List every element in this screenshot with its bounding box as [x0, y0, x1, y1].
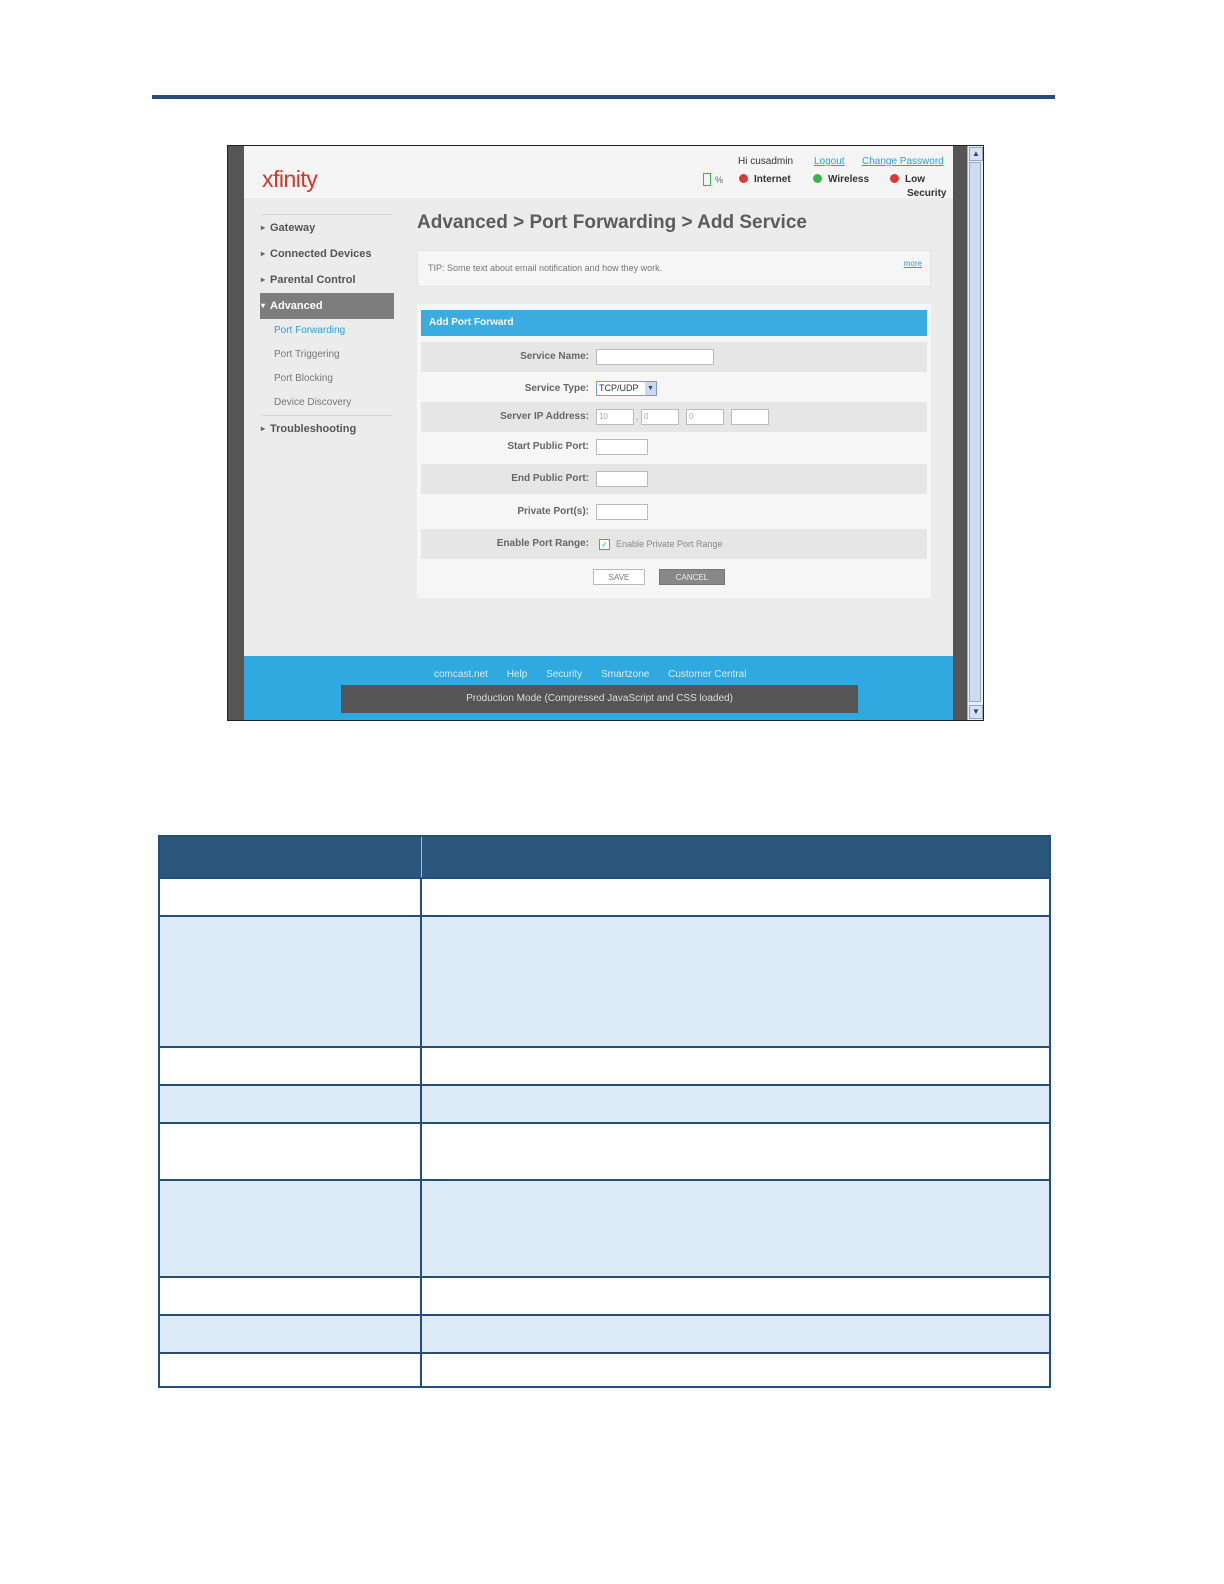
chevron-down-icon: ▼ — [645, 382, 656, 395]
internet-status-label: Internet — [754, 174, 791, 185]
tip-text: TIP: Some text about email notification and how they work. — [428, 263, 663, 273]
scroll-up-icon[interactable]: ▲ — [969, 147, 983, 161]
service-name-row — [421, 342, 927, 372]
footer-link-security[interactable]: Security — [546, 669, 583, 680]
column-divider — [420, 1354, 422, 1386]
table-row — [160, 1122, 1049, 1179]
window-right-edge — [953, 146, 967, 720]
header-column-divider — [421, 837, 422, 877]
sidebar-subitem-device-discovery[interactable]: Device Discovery — [274, 397, 352, 408]
footer-links — [434, 669, 762, 680]
server-ip-label: Server IP Address: — [500, 411, 589, 422]
table-row — [160, 1046, 1049, 1084]
change-password-link[interactable]: Change Password — [862, 156, 944, 167]
table-row — [160, 1179, 1049, 1276]
tip-box — [417, 250, 931, 287]
column-divider — [420, 1316, 422, 1352]
enable-port-range-checkbox-label: Enable Private Port Range — [616, 539, 723, 549]
service-type-value: TCP/UDP — [599, 383, 639, 393]
window-left-edge — [228, 146, 244, 720]
security-status-level: Low — [905, 174, 925, 185]
start-port-label: Start Public Port: — [507, 441, 589, 452]
error-icon — [890, 174, 899, 183]
table-row — [160, 1352, 1049, 1386]
scroll-down-icon[interactable]: ▼ — [969, 705, 983, 719]
footer-link-help[interactable]: Help — [506, 669, 528, 680]
error-icon — [739, 174, 748, 183]
end-public-port-input[interactable] — [596, 471, 648, 487]
header — [244, 146, 955, 198]
sidebar-subitem-port-triggering[interactable]: Port Triggering — [274, 349, 340, 360]
page-title: Advanced > Port Forwarding > Add Service — [417, 212, 807, 233]
private-port-input[interactable] — [596, 504, 648, 520]
server-ip-octet-1[interactable]: 10 — [596, 409, 634, 425]
vertical-scrollbar[interactable] — [967, 146, 983, 720]
column-divider — [420, 1048, 422, 1084]
sidebar-subitem-port-blocking[interactable]: Port Blocking — [274, 373, 333, 384]
column-divider — [420, 1181, 422, 1276]
scrollbar-thumb[interactable] — [969, 162, 981, 702]
security-status-label: Security — [907, 188, 947, 199]
service-type-label: Service Type: — [524, 383, 589, 394]
save-button[interactable]: SAVE — [593, 569, 645, 585]
sidebar-item-troubleshooting[interactable]: ▸ Troubleshooting — [260, 416, 394, 442]
security-status — [890, 174, 925, 185]
footer-link-comcast[interactable]: comcast.net — [434, 669, 488, 680]
more-link[interactable]: more — [903, 259, 922, 268]
table-row — [160, 1314, 1049, 1352]
greeting: Hi cusadmin — [738, 156, 794, 167]
start-port-row — [421, 432, 927, 462]
wireless-status — [813, 174, 869, 185]
footer-link-customer-central[interactable]: Customer Central — [668, 669, 747, 680]
table-row — [160, 1276, 1049, 1314]
page-top-rule — [152, 95, 1055, 99]
router-screenshot — [227, 145, 984, 721]
sidebar-item-advanced[interactable]: ▾ Advanced — [260, 293, 394, 319]
sidebar-item-gateway[interactable]: ▸ Gateway — [260, 215, 394, 241]
sidebar-item-connected-devices[interactable]: ▸ Connected Devices — [260, 241, 394, 267]
production-mode-banner: Production Mode (Compressed JavaScript and CSS loaded) — [341, 685, 858, 713]
battery-icon — [703, 173, 711, 186]
server-ip-octet-2[interactable]: 0 — [641, 409, 679, 425]
end-port-row — [421, 464, 927, 494]
table-header — [160, 837, 1049, 877]
gateway-admin-page — [244, 146, 955, 720]
private-port-label: Private Port(s): — [517, 506, 589, 517]
footer-link-smartzone[interactable]: Smartzone — [600, 669, 650, 680]
server-ip-row — [421, 402, 927, 432]
sidebar-subitem-port-forwarding[interactable]: Port Forwarding — [274, 325, 346, 336]
footer — [244, 656, 955, 721]
service-name-label: Service Name: — [520, 351, 589, 362]
table-row — [160, 915, 1049, 1046]
enable-range-row — [421, 529, 927, 559]
enable-range-label: Enable Port Range: — [496, 538, 589, 549]
ip-dot-separator: . — [636, 412, 639, 422]
column-divider — [420, 879, 422, 915]
add-port-forward-panel — [417, 304, 931, 598]
column-divider — [420, 1124, 422, 1179]
server-ip-octet-4[interactable] — [731, 409, 769, 425]
check-icon — [813, 174, 822, 183]
server-ip-octet-3[interactable]: 0 — [686, 409, 724, 425]
battery-percent: % — [715, 175, 724, 185]
logout-link[interactable]: Logout — [814, 156, 845, 167]
end-port-label: End Public Port: — [511, 473, 589, 484]
enable-port-range-checkbox[interactable]: ✓ — [599, 539, 610, 550]
column-divider — [420, 1086, 422, 1122]
cancel-button[interactable]: CANCEL — [659, 569, 725, 585]
service-name-input[interactable] — [596, 349, 714, 365]
xfinity-logo: xfinity — [262, 166, 318, 192]
start-public-port-input[interactable] — [596, 439, 648, 455]
column-divider — [420, 1278, 422, 1314]
service-type-row — [421, 374, 927, 404]
private-port-row — [421, 497, 927, 527]
column-divider — [420, 917, 422, 1046]
description-table — [158, 835, 1051, 1388]
sidebar-nav — [260, 214, 394, 442]
table-row — [160, 1084, 1049, 1122]
internet-status — [739, 174, 791, 185]
sidebar-item-parental-control[interactable]: ▸ Parental Control — [260, 267, 394, 293]
service-type-select[interactable] — [596, 381, 657, 396]
table-row — [160, 877, 1049, 915]
panel-title: Add Port Forward — [421, 310, 927, 336]
wireless-status-label: Wireless — [828, 174, 870, 185]
